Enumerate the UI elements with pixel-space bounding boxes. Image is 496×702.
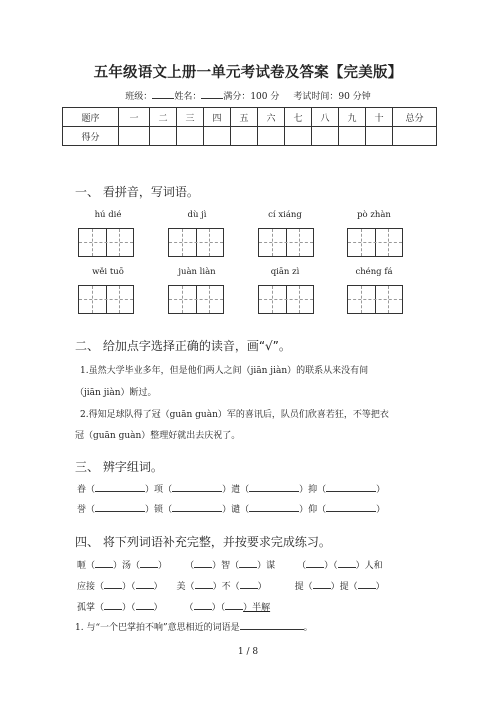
header-cell: 九 <box>339 108 366 127</box>
answer-blank[interactable] <box>326 502 376 512</box>
answer-blank[interactable] <box>104 600 122 610</box>
score-cell[interactable] <box>393 127 437 146</box>
idiom-row <box>77 579 385 592</box>
idiom-text: ）提（ <box>330 582 358 592</box>
full-score: 满分：100 分 <box>223 92 280 102</box>
section-1-heading: 一、 看拼音，写词语。 <box>75 185 199 199</box>
class-blank <box>152 89 174 99</box>
idiom-text: 孤掌（ <box>77 603 105 613</box>
answer-blank[interactable] <box>136 600 154 610</box>
idiom-text: ）（ <box>324 561 338 571</box>
idiom-text: 咂（ <box>77 561 96 571</box>
score-cell[interactable] <box>150 127 177 146</box>
idiom-text: 应接（ <box>77 582 105 592</box>
header-cell: 总分 <box>393 108 437 127</box>
word-row: 眷（ ）项（ ）遣（ ）抑（ ） <box>77 482 385 495</box>
score-cell[interactable] <box>366 127 393 146</box>
score-cell[interactable] <box>258 127 285 146</box>
char: 眷 <box>77 485 87 495</box>
idiom-text: ）（ <box>122 582 136 592</box>
section-2-heading: 二、 给加点字选择正确的读音，画“√”。 <box>75 339 291 353</box>
answer-blank[interactable] <box>95 502 145 512</box>
question-line: 2.得知足球队得了冠（guān guàn）军的喜讯后，队员们欣喜若狂，不等把衣 <box>80 410 389 420</box>
score-cell[interactable] <box>177 127 204 146</box>
pinyin: cí xiáng <box>268 210 302 220</box>
answer-blank[interactable] <box>136 579 154 589</box>
idiom-text: ）（ <box>122 603 136 613</box>
idiom-row <box>77 558 383 571</box>
header-cell: 四 <box>204 108 231 127</box>
idiom-text: （ <box>297 561 307 571</box>
idiom-text: ）人和 <box>355 561 383 571</box>
char: 抑 <box>308 485 318 495</box>
answer-blank[interactable] <box>194 600 212 610</box>
answer-blank[interactable] <box>338 558 356 568</box>
writing-grid[interactable] <box>78 285 134 314</box>
pinyin: juàn liàn <box>178 267 216 277</box>
header-cell: 二 <box>150 108 177 127</box>
pinyin: pò zhàn <box>357 210 391 220</box>
pinyin: qiān zì <box>270 267 300 277</box>
page-title: 五年级语文上册一单元考试卷及答案【完美版】 <box>93 65 403 81</box>
answer-blank[interactable] <box>140 558 158 568</box>
page-number: 1 / 8 <box>237 647 259 657</box>
answer-blank[interactable] <box>95 482 145 492</box>
header-cell: 十 <box>366 108 393 127</box>
answer-blank[interactable] <box>172 502 222 512</box>
header-cell: 题序 <box>63 108 119 127</box>
exam-info <box>0 89 496 102</box>
idiom-text: ） <box>153 582 163 592</box>
idiom-text: ） <box>113 561 123 571</box>
header-cell: 八 <box>312 108 339 127</box>
idiom-text: ）半解 <box>243 603 271 613</box>
idiom-text: ） <box>257 582 267 592</box>
section-3-heading: 三、 辨字组词。 <box>75 460 163 474</box>
writing-grid[interactable] <box>347 285 403 314</box>
score-cell[interactable] <box>204 127 231 146</box>
score-table-row <box>63 127 437 146</box>
idiom-row <box>77 600 270 613</box>
idiom-text: ） <box>375 582 385 592</box>
score-cell[interactable] <box>339 127 366 146</box>
pinyin: chéng fá <box>355 267 393 277</box>
pinyin: dù jì <box>187 210 207 220</box>
question-text: 。 <box>303 623 313 633</box>
score-cell[interactable] <box>285 127 312 146</box>
row-label: 得分 <box>63 127 119 146</box>
question-line: 1.虽然大学毕业多年，但是他们两人之间（jiān jiàn）的联系从来没有间 <box>80 366 369 376</box>
header-cell: 五 <box>231 108 258 127</box>
writing-grid[interactable] <box>258 285 314 314</box>
answer-blank[interactable] <box>104 579 122 589</box>
answer-blank[interactable] <box>326 482 376 492</box>
header-cell: 六 <box>258 108 285 127</box>
idiom-text: （ <box>184 603 194 613</box>
idiom-text: ）谋 <box>257 561 276 571</box>
idiom-text: ）不（ <box>212 582 240 592</box>
char: 誉 <box>77 505 87 515</box>
class-label: 班级： <box>125 92 153 102</box>
idiom-text: ） <box>158 561 168 571</box>
pinyin: wěi tuō <box>92 267 124 277</box>
idiom-text: 提（ <box>294 582 313 592</box>
idiom-text: ）（ <box>211 603 226 613</box>
writing-grid[interactable] <box>347 228 403 257</box>
score-cell[interactable] <box>312 127 339 146</box>
answer-blank[interactable] <box>240 620 304 630</box>
section-4-heading: 四、 将下列词语补充完整，并按要求完成练习。 <box>75 535 331 549</box>
score-table-header <box>63 108 437 127</box>
score-table <box>62 107 437 146</box>
idiom-text: （ <box>185 561 195 571</box>
answer-blank[interactable] <box>249 502 299 512</box>
writing-grid[interactable] <box>168 285 224 314</box>
idiom-text: 美（ <box>176 582 195 592</box>
word-row: 誉（ ）锁（ ）谴（ ）仰（ ） <box>77 502 385 515</box>
writing-grid[interactable] <box>78 228 134 257</box>
pinyin: hú dié <box>94 210 122 220</box>
exam-time: 考试时间：90 分钟 <box>293 92 371 102</box>
idiom-text: ） <box>153 603 163 613</box>
answer-blank[interactable] <box>249 482 299 492</box>
name-blank <box>201 89 223 99</box>
header-cell: 一 <box>119 108 150 127</box>
question-line: 冠（guān guàn）整理好就出去庆祝了。 <box>75 431 241 441</box>
answer-blank[interactable] <box>306 558 324 568</box>
question-line: （jiān jiàn）断过。 <box>75 388 157 398</box>
char: 项 <box>154 485 164 495</box>
question-text: 1. 与“一个巴掌拍不响”意思相近的词语是 <box>75 623 240 633</box>
answer-blank[interactable] <box>195 579 213 589</box>
header-cell: 三 <box>177 108 204 127</box>
writing-grid[interactable] <box>258 228 314 257</box>
char: 仰 <box>308 505 318 515</box>
char: 谴 <box>231 505 241 515</box>
idiom-text: 汤（ <box>122 561 141 571</box>
header-cell: 七 <box>285 108 312 127</box>
score-cell[interactable] <box>231 127 258 146</box>
answer-blank[interactable] <box>358 579 376 589</box>
answer-blank[interactable] <box>225 600 243 610</box>
answer-blank[interactable] <box>313 579 331 589</box>
writing-grid[interactable] <box>168 228 224 257</box>
answer-blank[interactable] <box>194 558 212 568</box>
answer-blank[interactable] <box>172 482 222 492</box>
char: 锁 <box>154 505 164 515</box>
answer-blank[interactable] <box>240 579 258 589</box>
question-line <box>75 620 313 633</box>
score-cell[interactable] <box>119 127 150 146</box>
char: 遣 <box>231 485 241 495</box>
idiom-text: ）智（ <box>212 561 240 571</box>
answer-blank[interactable] <box>239 558 257 568</box>
answer-blank[interactable] <box>95 558 113 568</box>
name-label: 姓名： <box>174 92 202 102</box>
